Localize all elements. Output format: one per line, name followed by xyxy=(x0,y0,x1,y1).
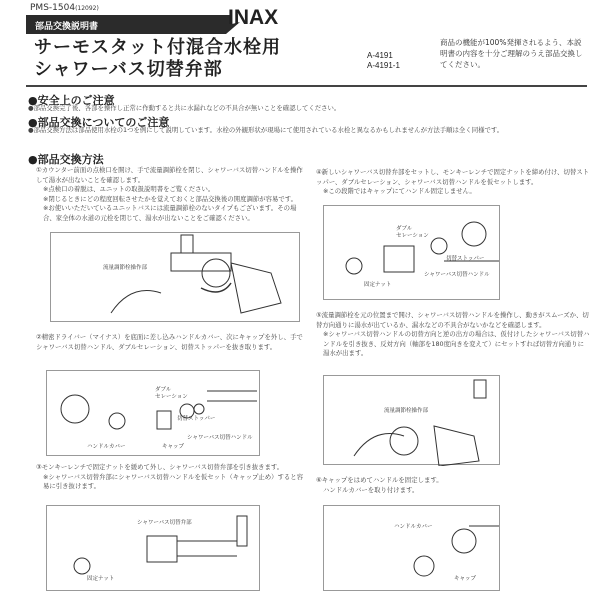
label-stopper: 切替ストッパー xyxy=(177,416,216,422)
step-4-text: ④新しいシャワーバス切替弁部をセットし、モンキーレンチで固定ナットを締め付け、切替ストッパー、ダブルセレーション、シャワーバス切替ハンドルを仮セットします。 ※この段階ではキャップにてハンドル固定しません。 xyxy=(316,168,590,196)
assembly-illustration xyxy=(324,206,501,301)
model-numbers: A-4191 A-4191-1 xyxy=(367,51,400,70)
step-6-figure xyxy=(323,505,500,591)
document-code: PMS-1504(12092) xyxy=(30,3,99,13)
notes-text: ●部品交換方法は部品使用水栓の1つを例にして説明しています。水栓の外観形状が現場にて使用されている水栓と異なるかもしれませんが方法手順は全く同様です。 xyxy=(28,126,504,134)
brand-logo: INAX xyxy=(228,6,279,29)
disassembly-illustration xyxy=(47,371,261,457)
label-serration-2: セレーション xyxy=(155,394,188,400)
method-heading: ●部品交換方法 xyxy=(28,153,104,166)
step-6-text: ⑥キャップをはめてハンドルを固定します。 ハンドルカバーを取り付けます。 xyxy=(316,476,443,494)
divider xyxy=(26,85,587,87)
label-cap: キャップ xyxy=(454,576,477,582)
bar-corner xyxy=(0,0,600,40)
label-flow-valve: 流量調節栓操作部 xyxy=(384,408,429,414)
label-serration: ダブル xyxy=(396,226,413,232)
step-3-text: ③モンキーレンチで固定ナットを緩めて外し、シャワーバス切替弁部を引き抜きます。 ※シャワーバス切替弁部にシャワーバス切替ハンドルを仮セット（キャップ止め）すると容易に引き抜けます。 xyxy=(36,463,304,491)
label-serration-2: セレーション xyxy=(396,233,429,239)
step-1-figure xyxy=(50,232,300,322)
label-handle-cover: ハンドルカバー xyxy=(87,444,126,450)
step-4-figure xyxy=(323,205,500,300)
step-3-figure xyxy=(46,505,260,591)
label-handle-cover: ハンドルカバー xyxy=(394,524,433,530)
label-flow-valve: 流量調節栓操作部 xyxy=(103,265,148,271)
faucet-illustration xyxy=(51,233,301,323)
doc-type-bar: 部品交換説明書 xyxy=(26,15,226,34)
valve-removal-illustration xyxy=(47,506,261,592)
label-handle: シャワーバス切替ハンドル xyxy=(187,435,253,441)
step-1-text: ①カウンター前面の点検口を開け、手で流量調節栓を閉じ、シャワーバス切替ハンドルを操作して湯水が出ないことを確認します。 ※点検口の着脱は、ユニットの取扱説明書をご覧ください。 ※閉じるときにどの程度回転させたかを覚えておくと部品交換後の開度調節が容易です。 ※お使いいただいているユニットバスには流量調節栓のないタイプもございます。その場合、家全体の水道の元栓を閉じて、湯水が出ないことをご確認ください。 xyxy=(36,166,303,222)
label-nut: 固定ナット xyxy=(87,576,115,582)
step-2-text: ②精密ドライバー（マイナス）を底面に差し込みハンドルカバー、次にキャップを外し、手でシャワーバス切替ハンドル、ダブルセレーション、切替ストッパーを抜き取ります。 xyxy=(36,333,303,351)
safety-text: ●部品交換完了後、各部を操作し正常に作動すると共に水漏れなどの不具合が無いことを確認してください。 xyxy=(28,104,341,112)
label-handle: シャワーバス切替ハンドル xyxy=(424,272,490,278)
label-stopper: 切替ストッパー xyxy=(446,256,485,262)
notes-heading: ●部品交換についてのご注意 xyxy=(28,116,170,129)
step-2-figure xyxy=(46,370,260,456)
safety-heading: ●安全上のご注意 xyxy=(28,94,115,107)
intro-text: 商品の機能が100%発揮されるよう、本説明書の内容を十分ご理解のうえ部品交換してください。 xyxy=(440,38,583,69)
step-5-text: ⑤流量調節栓を元の位置まで開け、シャワーバス切替ハンドルを操作し、動きがスムーズか、切替方向通りに湯水が出ているか、漏水などの不具合がないかなどを確認します。 ※シャワーバス切替ハンドルの切替方向と逆の出方の場合は、仮付けしたシャワーバス切替ハンドルを引き抜き、反対方向（軸部を180度向きを変えて）にセットすれば切替方向通りに湯水が出ます。 xyxy=(316,311,590,358)
step-5-figure xyxy=(323,375,500,465)
label-cap: キャップ xyxy=(162,444,185,450)
label-nut: 固定ナット xyxy=(364,282,392,288)
label-serration: ダブル xyxy=(155,387,172,393)
faucet-open-illustration xyxy=(324,376,501,466)
page-title: サーモスタット付混合水栓用 シャワーバス切替弁部 xyxy=(34,37,281,80)
label-valve: シャワーバス切替弁部 xyxy=(137,520,192,526)
